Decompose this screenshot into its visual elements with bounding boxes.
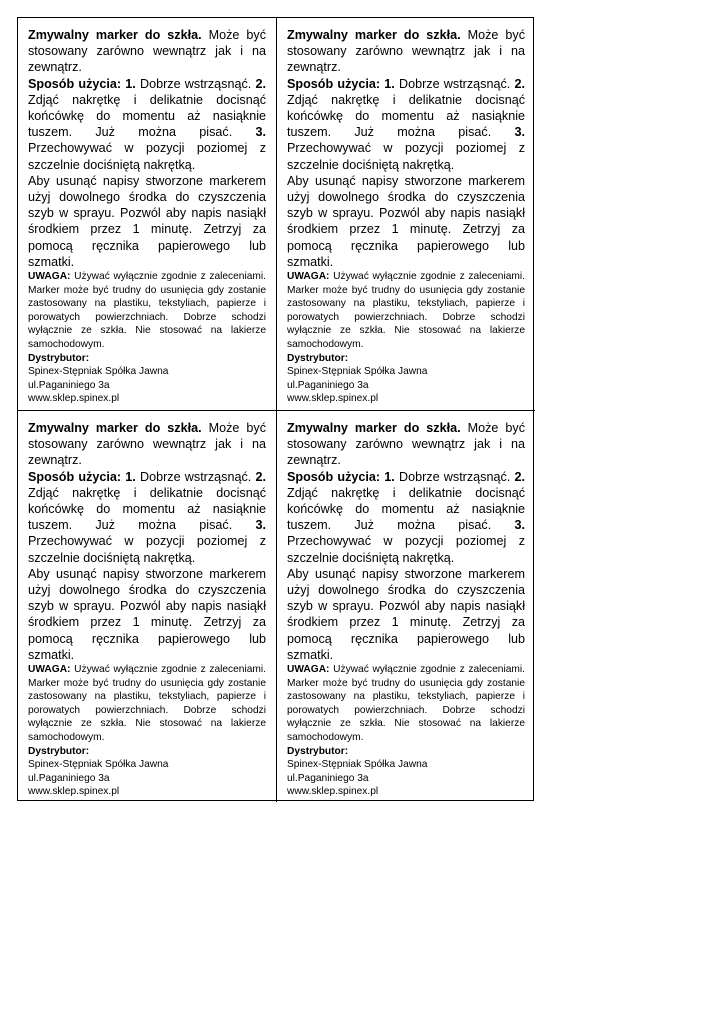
distributor-name: Spinex-Stępniak Spółka Jawna	[287, 366, 428, 378]
usage-label: Sposób użycia:	[287, 469, 381, 484]
step-number: 1.	[125, 469, 136, 484]
distributor-website: www.sklep.spinex.pl	[28, 786, 120, 798]
distributor-name: Spinex-Stępniak Spółka Jawna	[28, 366, 169, 378]
warning-text: Używać wyłącznie zgodnie z zaleceniami. Marker może być trudny do usunięcia gdy zostanie zastosowany na plastiku, tekstyliach, papierze i porowatych powierzchniach. Dobrze schodzi wyłącznie ze szkła. Nie stosować na lakierze samochodowym.	[287, 271, 525, 351]
step-text: Przechowywać w pozycji poziomej z szczelnie dociśniętą nakrętką.	[287, 534, 525, 565]
step-text: Przechowywać w pozycji poziomej z szczelnie dociśniętą nakrętką.	[287, 141, 525, 172]
step-number: 3.	[255, 125, 267, 140]
step-text: Przechowywać w pozycji poziomej z szczelnie dociśniętą nakrętką.	[28, 141, 266, 172]
warning-paragraph	[28, 270, 266, 352]
warning-label: UWAGA:	[28, 664, 71, 676]
warning-paragraph	[28, 663, 266, 745]
intro-text: Może być stosowany zarówno wewnątrz jak i na zewnątrz.	[287, 421, 525, 468]
intro-text: Może być stosowany zarówno wewnątrz jak i na zewnątrz.	[28, 421, 266, 468]
step-number: 3.	[514, 125, 526, 140]
distributor-label	[287, 352, 525, 366]
distributor-address: ul.Paganiniego 3a	[287, 379, 369, 391]
step-number: 2.	[255, 76, 267, 91]
usage-label: Sposób użycia:	[287, 76, 381, 91]
step-number: 3.	[514, 518, 526, 533]
removal-paragraph: Aby usunąć napisy stworzone markerem użyj dowolnego środka do czyszczenia szyb w sprayu. Pozwól aby napis nasiąkł środkiem przez 1 minutę. Zetrzyj za pomocą ręcznika papierowego lub szmatki.	[28, 173, 266, 269]
intro-text: Może być stosowany zarówno wewnątrz jak i na zewnątrz.	[28, 28, 266, 75]
usage-paragraph	[28, 469, 266, 566]
warning-label: UWAGA:	[287, 271, 330, 283]
distributor-website: www.sklep.spinex.pl	[287, 393, 379, 405]
distributor-label	[28, 745, 266, 759]
intro-paragraph	[287, 420, 525, 469]
intro-text: Może być stosowany zarówno wewnątrz jak i na zewnątrz.	[287, 28, 525, 75]
distributor-heading: Dystrybutor:	[28, 352, 90, 364]
distributor-name: Spinex-Stępniak Spółka Jawna	[28, 759, 169, 771]
intro-paragraph	[287, 27, 525, 76]
distributor-address: ul.Paganiniego 3a	[287, 772, 369, 784]
distributor-label	[28, 352, 266, 366]
distributor-label	[287, 745, 525, 759]
label-sheet	[17, 17, 534, 801]
distributor-website: www.sklep.spinex.pl	[287, 786, 379, 798]
product-title: Zmywalny marker do szkła.	[287, 421, 461, 435]
warning-label: UWAGA:	[287, 664, 330, 676]
product-title: Zmywalny marker do szkła.	[287, 28, 461, 42]
product-title: Zmywalny marker do szkła.	[28, 28, 202, 42]
usage-paragraph	[287, 76, 525, 173]
label-card-bottom-right	[277, 411, 535, 802]
usage-label: Sposób użycia:	[28, 76, 122, 91]
step-text: Przechowywać w pozycji poziomej z szczelnie dociśniętą nakrętką.	[28, 534, 266, 565]
step-text: Zdjąć nakrętkę i delikatnie docisnąć końcówkę do momentu aż nasiąknie tuszem. Już można pisać.	[28, 92, 266, 140]
step-number: 2.	[255, 469, 267, 484]
distributor-website: www.sklep.spinex.pl	[28, 393, 120, 405]
usage-paragraph	[28, 76, 266, 173]
removal-paragraph: Aby usunąć napisy stworzone markerem użyj dowolnego środka do czyszczenia szyb w sprayu. Pozwól aby napis nasiąkł środkiem przez 1 minutę. Zetrzyj za pomocą ręcznika papierowego lub szmatki.	[287, 173, 525, 269]
label-card-bottom-left	[18, 411, 277, 802]
step-number: 2.	[514, 76, 526, 91]
step-text: Zdjąć nakrętkę i delikatnie docisnąć końcówkę do momentu aż nasiąknie tuszem. Już można pisać.	[287, 485, 525, 533]
distributor-address: ul.Paganiniego 3a	[28, 772, 110, 784]
intro-paragraph	[28, 420, 266, 469]
distributor-heading: Dystrybutor:	[287, 352, 349, 364]
intro-paragraph	[28, 27, 266, 76]
usage-paragraph	[287, 469, 525, 566]
step-text: Dobrze wstrząsnąć.	[399, 469, 511, 484]
warning-paragraph	[287, 663, 525, 745]
warning-label: UWAGA:	[28, 271, 71, 283]
distributor-name: Spinex-Stępniak Spółka Jawna	[287, 759, 428, 771]
removal-paragraph: Aby usunąć napisy stworzone markerem użyj dowolnego środka do czyszczenia szyb w sprayu. Pozwól aby napis nasiąkł środkiem przez 1 minutę. Zetrzyj za pomocą ręcznika papierowego lub szmatki.	[287, 566, 525, 662]
product-title: Zmywalny marker do szkła.	[28, 421, 202, 435]
step-text: Dobrze wstrząsnąć.	[399, 76, 511, 91]
step-text: Dobrze wstrząsnąć.	[140, 76, 252, 91]
distributor-heading: Dystrybutor:	[287, 745, 349, 757]
label-card-top-left	[18, 18, 277, 411]
step-number: 1.	[125, 76, 136, 91]
label-card-top-right	[277, 18, 535, 411]
step-number: 1.	[384, 76, 395, 91]
step-number: 2.	[514, 469, 526, 484]
usage-label: Sposób użycia:	[28, 469, 122, 484]
step-text: Zdjąć nakrętkę i delikatnie docisnąć końcówkę do momentu aż nasiąknie tuszem. Już można pisać.	[28, 485, 266, 533]
removal-paragraph: Aby usunąć napisy stworzone markerem użyj dowolnego środka do czyszczenia szyb w sprayu. Pozwól aby napis nasiąkł środkiem przez 1 minutę. Zetrzyj za pomocą ręcznika papierowego lub szmatki.	[28, 566, 266, 662]
distributor-address: ul.Paganiniego 3a	[28, 379, 110, 391]
step-number: 3.	[255, 518, 267, 533]
step-text: Dobrze wstrząsnąć.	[140, 469, 252, 484]
warning-text: Używać wyłącznie zgodnie z zaleceniami. Marker może być trudny do usunięcia gdy zostanie zastosowany na plastiku, tekstyliach, papierze i porowatych powierzchniach. Dobrze schodzi wyłącznie ze szkła. Nie stosować na lakierze samochodowym.	[28, 271, 266, 351]
step-number: 1.	[384, 469, 395, 484]
warning-text: Używać wyłącznie zgodnie z zaleceniami. Marker może być trudny do usunięcia gdy zostanie zastosowany na plastiku, tekstyliach, papierze i porowatych powierzchniach. Dobrze schodzi wyłącznie ze szkła. Nie stosować na lakierze samochodowym.	[28, 664, 266, 744]
distributor-heading: Dystrybutor:	[28, 745, 90, 757]
step-text: Zdjąć nakrętkę i delikatnie docisnąć końcówkę do momentu aż nasiąknie tuszem. Już można pisać.	[287, 92, 525, 140]
warning-paragraph	[287, 270, 525, 352]
warning-text: Używać wyłącznie zgodnie z zaleceniami. Marker może być trudny do usunięcia gdy zostanie zastosowany na plastiku, tekstyliach, papierze i porowatych powierzchniach. Dobrze schodzi wyłącznie ze szkła. Nie stosować na lakierze samochodowym.	[287, 664, 525, 744]
